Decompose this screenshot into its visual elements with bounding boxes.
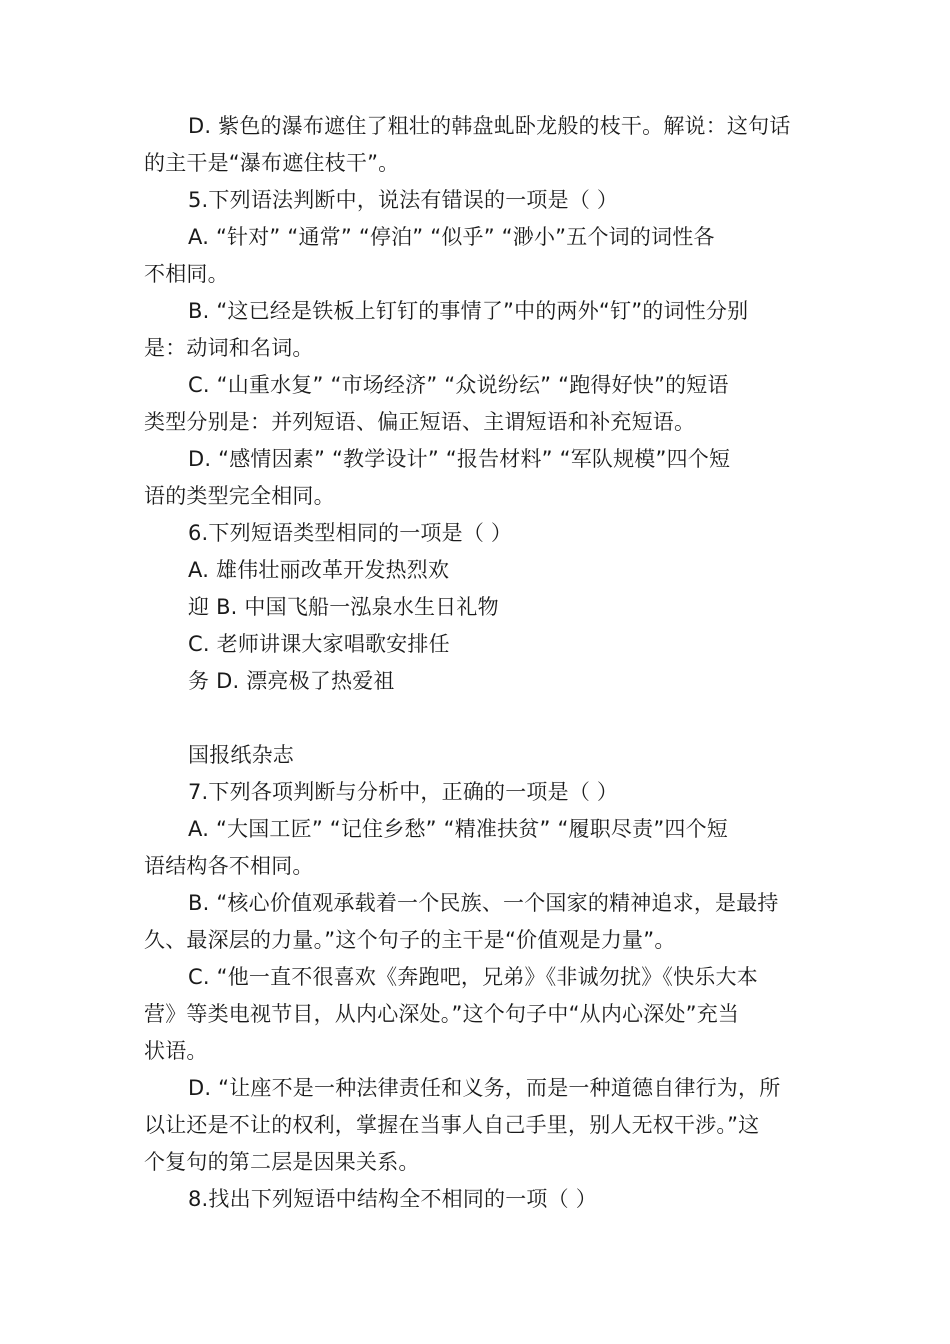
text-line: D. “让座不是一种法律责任和义务，而是一种道德自律行为，所 xyxy=(188,1076,781,1100)
text-line: 类型分别是：并列短语、偏正短语、主谓短语和补充短语。 xyxy=(144,410,696,434)
option-line: 国报纸杂志 xyxy=(188,743,294,767)
text-line: 是：动词和名词。 xyxy=(144,336,314,360)
text-line: 以让还是不让的权利，掌握在当事人自己手里，别人无权干涉。”这 xyxy=(144,1113,760,1137)
option-line: 务 D. 漂亮极了热爱祖 xyxy=(188,669,395,693)
question-7-stem: 7.下列各项判断与分析中，正确的一项是（ ） xyxy=(188,780,619,804)
option-line: 迎 B. 中国飞船一泓泉水生日礼物 xyxy=(188,595,499,619)
text-line: A. “针对” “通常” “停泊” “似乎” “渺小”五个词的词性各 xyxy=(188,225,715,249)
text-line: 语的类型完全相同。 xyxy=(144,484,335,508)
text-line: 久、最深层的力量。”这个句子的主干是“价值观是力量”。 xyxy=(144,928,676,952)
text-line: B. “这已经是铁板上钉钉的事情了”中的两外“钉”的词性分别 xyxy=(188,299,749,323)
text-line: D. “感情因素” “教学设计” “报告材料” “军队规模”四个短 xyxy=(188,447,731,471)
text-line: 的主干是“瀑布遮住枝干”。 xyxy=(144,151,400,175)
text-line: C. “他一直不很喜欢《奔跑吧，兄弟》《非诚勿扰》《快乐大本 xyxy=(188,965,758,989)
text-line: 状语。 xyxy=(144,1039,208,1063)
text-line: B. “核心价值观承载着一个民族、一个国家的精神追求，是最持 xyxy=(188,891,779,915)
text-line: 语结构各不相同。 xyxy=(144,854,314,878)
text-line: D. 紫色的瀑布遮住了粗壮的韩盘虬卧龙般的枝干。解说：这句话 xyxy=(188,114,791,138)
text-line: 不相同。 xyxy=(144,262,229,286)
question-8-stem: 8.找出下列短语中结构全不相同的一项（ ） xyxy=(188,1187,597,1211)
text-line: 个复句的第二层是因果关系。 xyxy=(144,1150,420,1174)
text-line: A. “大国工匠” “记住乡愁” “精准扶贫” “履职尽责”四个短 xyxy=(188,817,729,841)
text-line: C. “山重水复” “市场经济” “众说纷纭” “跑得好快”的短语 xyxy=(188,373,729,397)
option-line: C. 老师讲课大家唱歌安排任 xyxy=(188,632,450,656)
question-6-stem: 6.下列短语类型相同的一项是（ ） xyxy=(188,521,513,545)
text-line: 营》等类电视节目，从内心深处。”这个句子中“从内心深处”充当 xyxy=(144,1002,740,1026)
option-line: A. 雄伟壮丽改革开发热烈欢 xyxy=(188,558,450,582)
question-5-stem: 5.下列语法判断中，说法有错误的一项是（ ） xyxy=(188,188,619,212)
